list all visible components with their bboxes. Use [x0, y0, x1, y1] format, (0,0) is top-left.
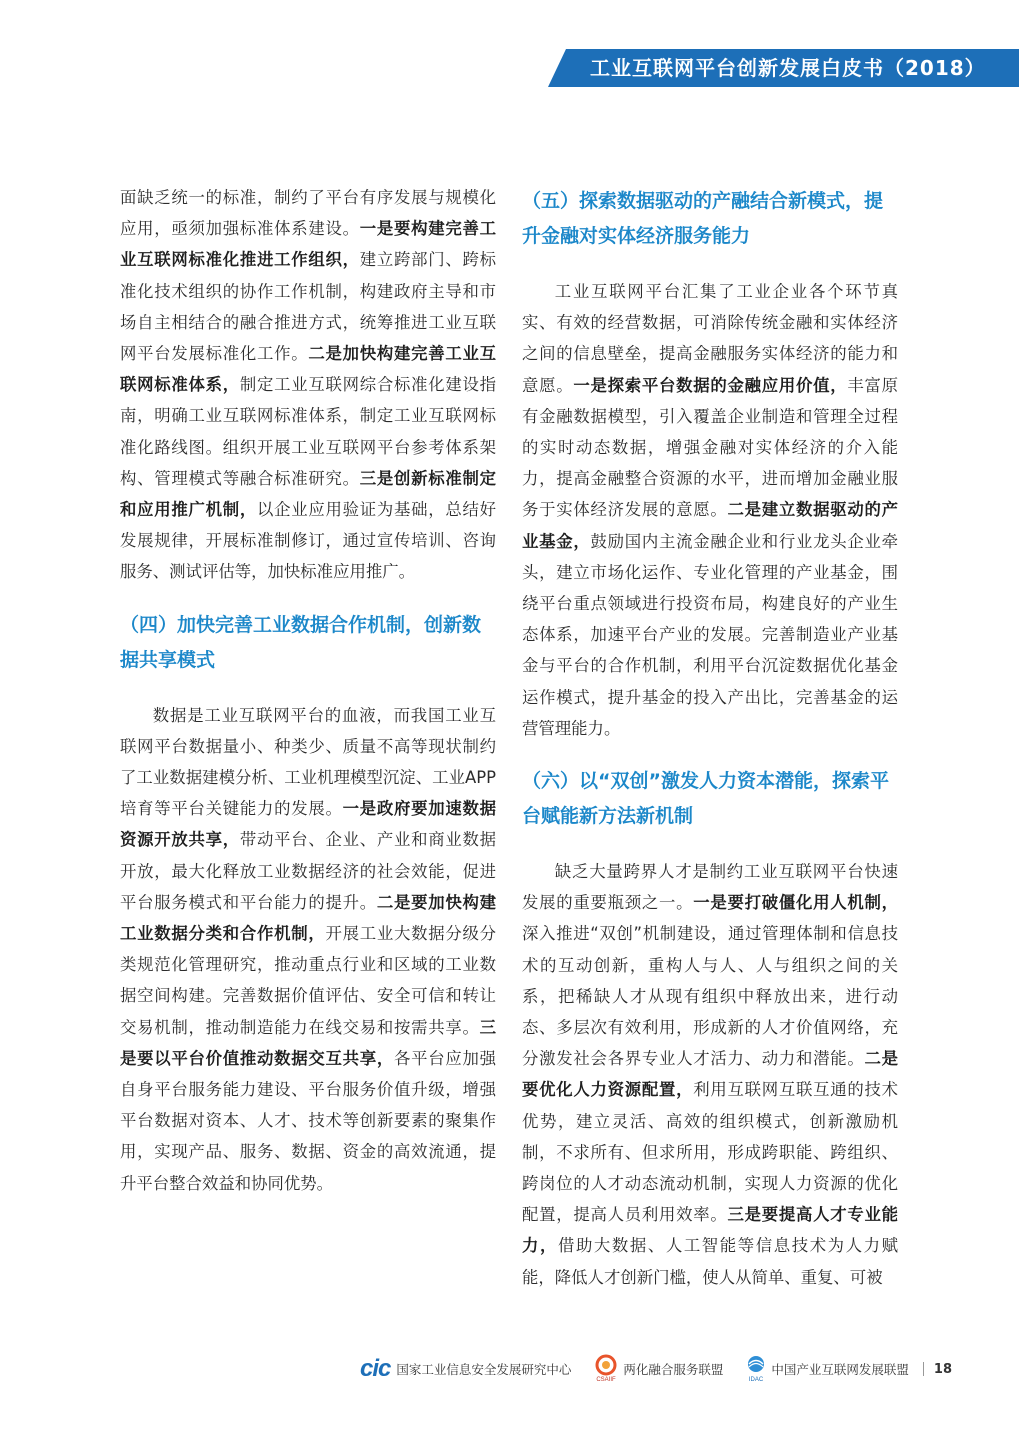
text-run: 丰富原有金融数据模型，引入覆盖企业制造和管理全过程的实时动态数据，增强金融对实体经济的介入能力，提高金融整合资源的水平，进而增加金融业服务于实体经济发展的意愿。	[522, 375, 899, 520]
text-run: 数据是工业互联网平台的血液，而我国工业互联网平台数据量小、种类少、质量不高等现状制约了工业数据建模分析、工业机理模型沉淀、工业APP培育等平台关键能力的发展。	[120, 705, 496, 819]
text-run: 建立跨部门、跨标准化技术组织的协作工作机制，构建政府主导和市场自主相结合的融合推进方式，统筹推进工业互联网平台发展标准化工作。	[120, 250, 497, 364]
body-paragraph	[120, 182, 496, 588]
logo1-text: 国家工业信息安全发展研究中心	[396, 1362, 572, 1377]
section-heading: （六）以“双创”激发人力资本潜能，探索平台赋能新方法新机制	[522, 770, 889, 828]
page-number: 18	[933, 1361, 953, 1377]
section-heading: （五）探索数据驱动的产融结合新模式，提升金融对实体经济服务能力	[522, 190, 884, 247]
text-run: 各平台应加强自身平台服务能力建设、平台服务价值升级，增强平台数据对资本、人才、技术等创新要素的聚集作用，实现产品、服务、数据、资金的高效流通，提升平台整合效益和协同优势。	[120, 1048, 497, 1193]
logo3-caption: IDAC	[749, 1376, 764, 1382]
bold-run: 一是要构建完善工业互联网标准化推进工作组织，	[120, 219, 497, 270]
bold-run: 二是要优化人力资源配置，	[522, 1049, 898, 1100]
right-column	[522, 182, 898, 1293]
idac-logo-icon	[745, 1354, 767, 1385]
section-heading: （四）加快完善工业数据合作机制，创新数据共享模式	[120, 613, 482, 671]
text-run: 开展工业大数据分级分类规范化管理研究，推动重点行业和区域的工业数据空间构建。完善数据价值评估、安全可信和转让交易机制，推动制造能力在线交易和按需共享。	[120, 924, 497, 1037]
logo2-text: 两化融合服务联盟	[623, 1362, 724, 1377]
body-paragraph	[120, 700, 496, 1199]
bold-run: 一是政府要加速数据资源开放共享，	[120, 799, 497, 850]
text-run: 带动平台、企业、产业和商业数据开放，最大化释放工业数据经济的社会效能，促进平台服务模式和平台能力的提升。	[120, 830, 497, 912]
bold-run: 三是创新标准制定和应用推广机制，	[120, 468, 497, 520]
text-run: 借助大数据、人工智能等信息技术为人力赋能，降低人才创新门槛，使人从简单、重复、可被	[522, 1236, 899, 1287]
logo3-text: 中国产业互联网发展联盟	[771, 1362, 909, 1377]
body-paragraph	[522, 856, 898, 1293]
bold-run: 三是要以平台价值推动数据交互共享，	[120, 1017, 496, 1068]
text-run: 利用互联网互联互通的技术优势，建立灵活、高效的组织模式，创新激励机制，不求所有、但求所用，形成跨职能、跨组织、跨岗位的人才动态流动机制，实现人力资源的优化配置，提高人员利用效率。	[522, 1080, 899, 1225]
bold-run: 二是建立数据驱动的产业基金，	[522, 500, 899, 551]
footer-divider	[923, 1362, 924, 1376]
bold-run: 一是要打破僵化用人机制，	[693, 893, 899, 913]
bold-run: 三是要提高人才专业能力，	[522, 1205, 899, 1256]
bold-run: 一是探索平台数据的金融应用价值，	[573, 375, 848, 395]
logo2-caption: CSAIIF	[596, 1376, 617, 1382]
bold-run: 二是要加快构建工业数据分类和合作机制，	[120, 892, 497, 944]
text-run: 深入推进“双创”机制建设，通过管理体制和信息技术的互动创新，重构人与人、人与组织之间的关系，把稀缺人才从现有组织中释放出来，进行动态、多层次有效利用，形成新的人才价值网络，充分激发社会各界专业人才活力、动力和潜能。	[522, 924, 898, 1069]
document-title: 工业互联网平台创新发展白皮书（2018）	[590, 56, 986, 80]
body-paragraph	[522, 276, 898, 744]
text-run: 鼓励国内主流金融企业和行业龙头企业牵头，建立市场化运作、专业化管理的产业基金，围绕平台重点领域进行投资布局，构建良好的产业生态体系，加速平台产业的发展。完善制造业产业基金与平台的合作机制，利用平台沉淀数据优化基金运作模式，提升基金的投入产出比，完善基金的运营管理能力。	[522, 531, 899, 738]
left-column	[120, 182, 496, 1199]
csaiif-logo-icon	[593, 1354, 619, 1385]
text-run: 制定工业互联网综合标准化建设指南，明确工业互联网标准体系，制定工业互联网标准化路线图。组织开展工业互联网平台参考体系架构、管理模式等融合标准研究。	[120, 375, 497, 488]
text-run: 面缺乏统一的标准，制约了平台有序发展与规模化应用，亟须加强标准体系建设。	[120, 188, 496, 239]
footer	[360, 1354, 952, 1384]
cic-logo: cic	[360, 1355, 391, 1382]
text-run: 缺乏大量跨界人才是制约工业互联网平台快速发展的重要瓶颈之一。	[522, 862, 898, 913]
bold-run: 二是加快构建完善工业互联网标准体系，	[120, 344, 497, 395]
text-run: 以企业应用验证为基础，总结好发展规律，开展标准制修订，通过宣传培训、咨询服务、测试评估等，加快标准应用推广。	[120, 500, 497, 582]
text-run: 工业互联网平台汇集了工业企业各个环节真实、有效的经营数据，可消除传统金融和实体经济之间的信息壁垒，提高金融服务实体经济的能力和意愿。	[522, 282, 898, 395]
